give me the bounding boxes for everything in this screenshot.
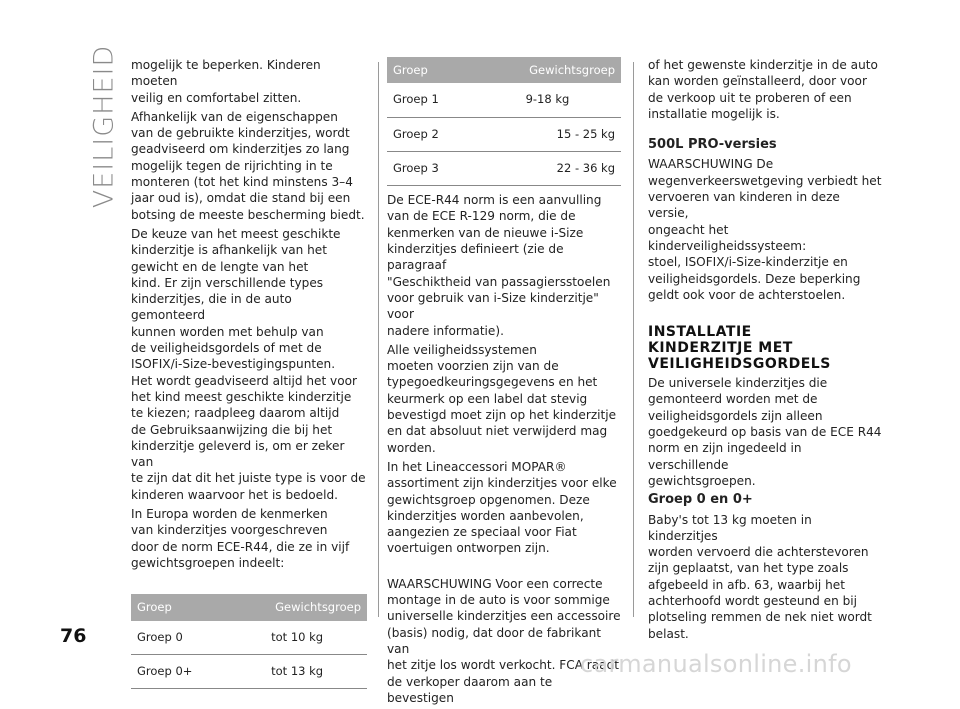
section-title [82,44,126,208]
table-cell: Groep 0 [131,621,227,655]
table-header: Gewichtsgroep [227,594,367,620]
subheading: 500L PRO-versies [648,137,777,153]
table-header: Groep [131,594,227,620]
paragraph: Afhankelijk van de eigenschappen van de gebruikte kinderzitjes, wordt geadviseerd om kinderzitjes zo lang mogelijk tegen de rijrichting in te monteren (tot het kind minstens 3–4 jaar oud is), omdat die stand bij een botsing de meeste bescherming biedt. [131,109,365,222]
table-row [387,151,621,185]
section-heading: INSTALLATIE KINDERZITJE MET VEILIGHEIDSGORDELS [648,324,831,373]
paragraph: De ECE-R44 norm is een aanvulling van de ECE R-129 norm, die de kenmerken van de nieuwe i-Size kinderzitjes definieert (zie de paragraaf "Geschiktheid van passagiersstoelen voor gebruik van i-Size kinderzitje" voor nadere informatie). [387,193,611,338]
table-row [131,654,367,688]
warning-paragraph: WAARSCHUWING De wegenverkeerswetgeving verbiedt het vervoeren van kinderen in deze versie, ongeacht het kinderveiligheidssysteem: stoel, ISOFIX/i-Size-kinderzitje en veiligheidsgordels. Deze beperking geldt ook voor de achterstoelen. [648,157,882,302]
paragraph: De universele kinderzitjes die gemonteerd worden met de veiligheidsgordels zijn alleen goedgekeurd op basis van de ECE R44 norm en zijn ingedeeld in verschillende gewichtsgroepen. [648,376,882,488]
paragraph: In Europa worden de kenmerken van kinderzitjes voorgeschreven door de norm ECE-R44, die ze in vijf gewichtsgroepen indeelt: [131,507,350,570]
paragraph: of het gewenste kinderzitje in de auto kan worden geïnstalleerd, door voor de verkoop uit te proberen of een installatie mogelijk is. [648,58,878,121]
table-row [131,621,367,655]
column-1 [131,57,367,689]
table-cell: Groep 2 [387,117,474,151]
table-cell: tot 13 kg [227,654,367,688]
column-divider [378,62,379,617]
column-divider [633,62,634,617]
table-cell: 9-18 kg [474,83,621,117]
column-2 [387,57,621,709]
table-cell: Groep 0+ [131,654,227,688]
table-row [387,117,621,151]
table-row [387,83,621,117]
table-header: Groep [387,57,474,83]
table-cell: 15 - 25 kg [474,117,621,151]
subheading: Groep 0 en 0+ [648,492,753,508]
weight-group-table [131,594,367,689]
section-title-text: VEILIGHEID [88,44,120,208]
table-cell: Groep 1 [387,83,474,117]
table-header: Gewichtsgroep [474,57,621,83]
warning-paragraph: WAARSCHUWING Voor een correcte montage in de auto is voor sommige universelle kinderzitjes een accessoire (basis) nodig, dat door de fabrikant van het zitje los wordt verkocht. FCA raadt de verkoper daarom aan te bevestigen [387,576,621,705]
paragraph: Baby's tot 13 kg moeten in kinderzitjes worden vervoerd die achterstevoren zijn geplaatst, van het type zoals afgebeeld in afb. 63, waarbij het achterhoofd wordt gesteund en bij plotseling remmen de nek niet wordt belast. [648,512,872,641]
paragraph: mogelijk te beperken. Kinderen moeten veilig en comfortabel zitten. [131,58,321,105]
page-number: 76 [60,625,87,647]
table-cell: 22 - 36 kg [474,151,621,185]
table-cell: Groep 3 [387,151,474,185]
table-cell: tot 10 kg [227,621,367,655]
column-3 [648,57,883,645]
paragraph: In het Lineaccessori MOPAR® assortiment zijn kinderzitjes voor elke gewichtsgroep opgenomen. Deze kinderzitjes worden aanbevolen, aangezien ze speciaal voor Fiat voertuigen ontworpen zijn. [387,459,617,556]
paragraph: De keuze van het meest geschikte kinderzitje is afhankelijk van het gewicht en de lengte van het kind. Er zijn verschillende types kinderzitjes, die in de auto gemonteerd kunnen worden met behulp van de veiligheidsgordels of met de ISOFIX/i-Size-bevestigingspunten. Het wordt geadviseerd altijd het voor het kind meest geschikte kinderzitje te kiezen; raadpleeg daarom altijd de Gebruiksaanwijzing die bij het kinderzitje geleverd is, om er zeker van te zijn dat dit het juiste type is voor de kinderen waarvoor het is bedoeld. [131,226,366,502]
paragraph: Alle veiligheidssystemen moeten voorzien zijn van de typegoedkeuringsgegevens en het keurmerk op een label dat stevig bevestigd moet zijn op het kinderzitje en dat absoluut niet verwijderd mag worden. [387,342,617,455]
weight-group-table [387,57,621,186]
watermark: carmanualsonline.info [580,650,852,678]
